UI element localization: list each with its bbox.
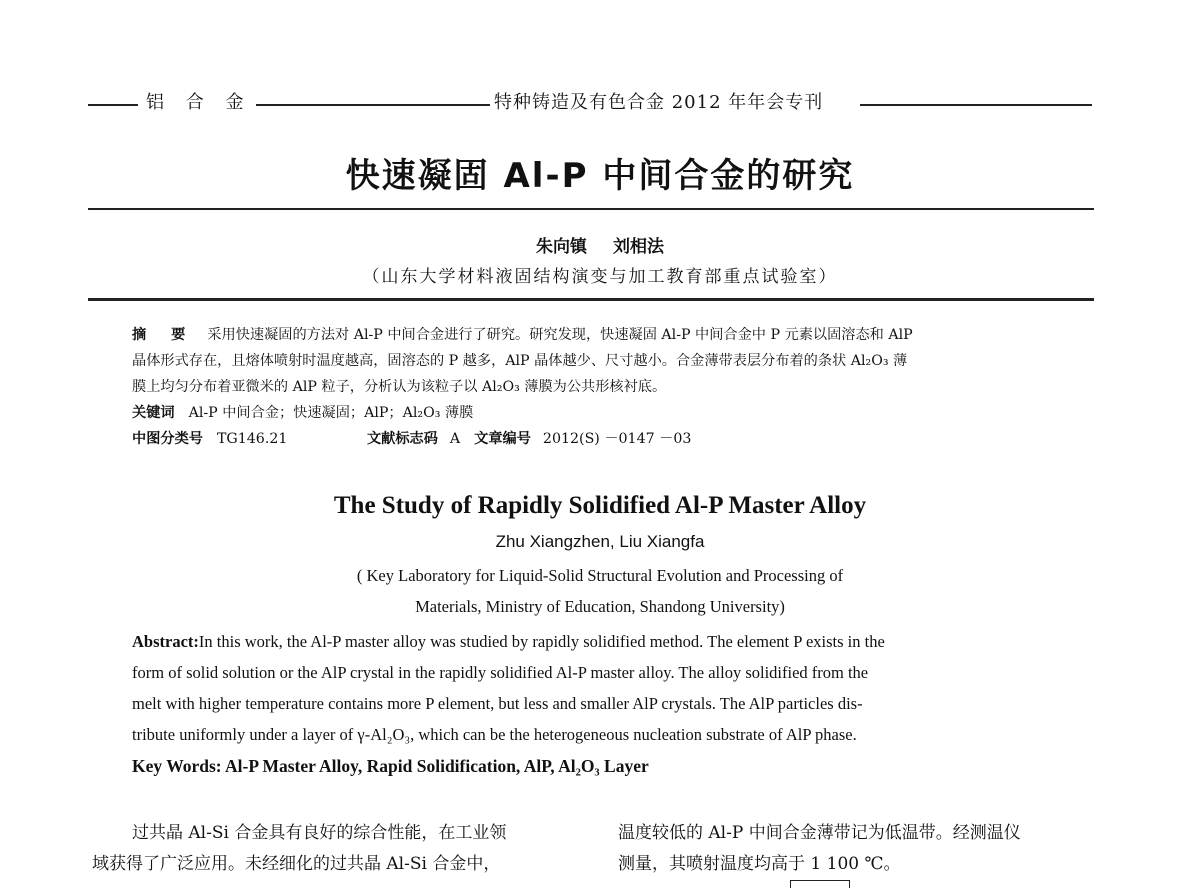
abstract-en-line-4: tribute uniformly under a layer of γ-Al₂O₃, which can be the heterogeneous nucleation substrate of AlP phase. xyxy=(132,725,857,744)
abstract-en-line-2: form of solid solution or the AlP crystal in the rapidly solidified Al-P master alloy. The alloy solidified from the xyxy=(132,663,869,682)
body-right-column xyxy=(618,818,1118,880)
author-cn-2: 刘相法 xyxy=(612,237,664,257)
abstract-cn-line-1: 采用快速凝固的方法对 Al-P 中间合金进行了研究。研究发现，快速凝固 Al-P 中间合金中 P 元素以固溶态和 AlP xyxy=(207,327,913,343)
article-number-label: 文章编号 xyxy=(474,431,531,447)
doc-code-label: 文献标志码 xyxy=(366,431,438,447)
affiliation-en-line-1: ( Key Laboratory for Liquid-Solid Structural Evolution and Processing of xyxy=(356,566,844,585)
header-rule-right xyxy=(860,104,1092,106)
body-right-line-1: 温度较低的 Al-P 中间合金薄带记为低温带。经测温仪 xyxy=(618,823,1021,843)
abstract-en-line-1: In this work, the Al-P master alloy was studied by rapidly solidified method. The element P exists in the xyxy=(198,632,885,651)
body-right-line-2: 测量，其喷射温度均高于 1 100 ℃。 xyxy=(618,854,901,874)
body-left-line-1: 过共晶 Al-Si 合金具有良好的综合性能，在工业领 xyxy=(132,823,507,843)
keywords-en-text: Al-P Master Alloy, Rapid Solidification, AlP, Al₂O₃ Layer xyxy=(225,756,649,776)
body-left-line-2: 域获得了广泛应用。未经细化的过共晶 Al-Si 合金中， xyxy=(92,854,501,874)
doc-code-value: A xyxy=(449,431,461,447)
affiliation-rule xyxy=(88,298,1094,301)
affiliation-en-line-2: Materials, Ministry of Education, Shandong University) xyxy=(415,597,785,616)
author-cn-1: 朱向镇 xyxy=(536,237,588,257)
abstract-cn-line-3: 膜上均匀分布着亚微米的 AlP 粒子，分析认为该粒子以 Al₂O₃ 薄膜为公共形核衬底。 xyxy=(132,379,667,395)
title-rule xyxy=(88,208,1094,210)
abstract-en-line-3: melt with higher temperature contains more P element, but less and smaller AlP crystals. The AlP particles dis- xyxy=(132,694,863,713)
page-title-en: The Study of Rapidly Solidified Al-P Master Alloy xyxy=(333,492,867,519)
header-rule-left xyxy=(88,104,138,106)
header-journal-name: 铝 合 金 xyxy=(146,92,252,113)
abstract-en xyxy=(132,626,1058,750)
authors-cn xyxy=(0,232,1200,257)
affiliation-cn: （山东大学材料液固结构演变与加工教育部重点试验室） xyxy=(362,267,838,287)
keywords-en-label: Key Words: xyxy=(132,756,222,776)
keywords-en xyxy=(132,756,649,777)
clc-value: TG146.21 xyxy=(216,431,288,447)
body-left-column xyxy=(92,818,592,880)
keywords-cn-text: Al-P 中间合金；快速凝固；AlP；Al₂O₃ 薄膜 xyxy=(188,405,474,421)
clc-label: 中图分类号 xyxy=(132,431,203,447)
figure-frame-top xyxy=(790,880,850,888)
abstract-cn xyxy=(132,322,1062,452)
header-issue: 特种铸造及有色合金 2012 年年会专刊 xyxy=(494,92,824,113)
keywords-cn-label: 关键词 xyxy=(132,405,175,421)
abstract-cn-line-2: 晶体形式存在，且熔体喷射时温度越高，固溶态的 P 越多，AlP 晶体越少、尺寸越小。合金薄带表层分布着的条状 Al₂O₃ 薄 xyxy=(132,353,908,369)
page-title-cn: 快速凝固 Al-P 中间合金的研究 xyxy=(345,156,855,196)
authors-en: Zhu Xiangzhen, Liu Xiangfa xyxy=(495,532,705,551)
abstract-cn-label: 摘 要 xyxy=(132,327,196,343)
header-rule-middle xyxy=(256,104,490,106)
abstract-en-label: Abstract: xyxy=(132,632,199,651)
article-number-value: 2012(S) －0147 －03 xyxy=(542,431,692,447)
